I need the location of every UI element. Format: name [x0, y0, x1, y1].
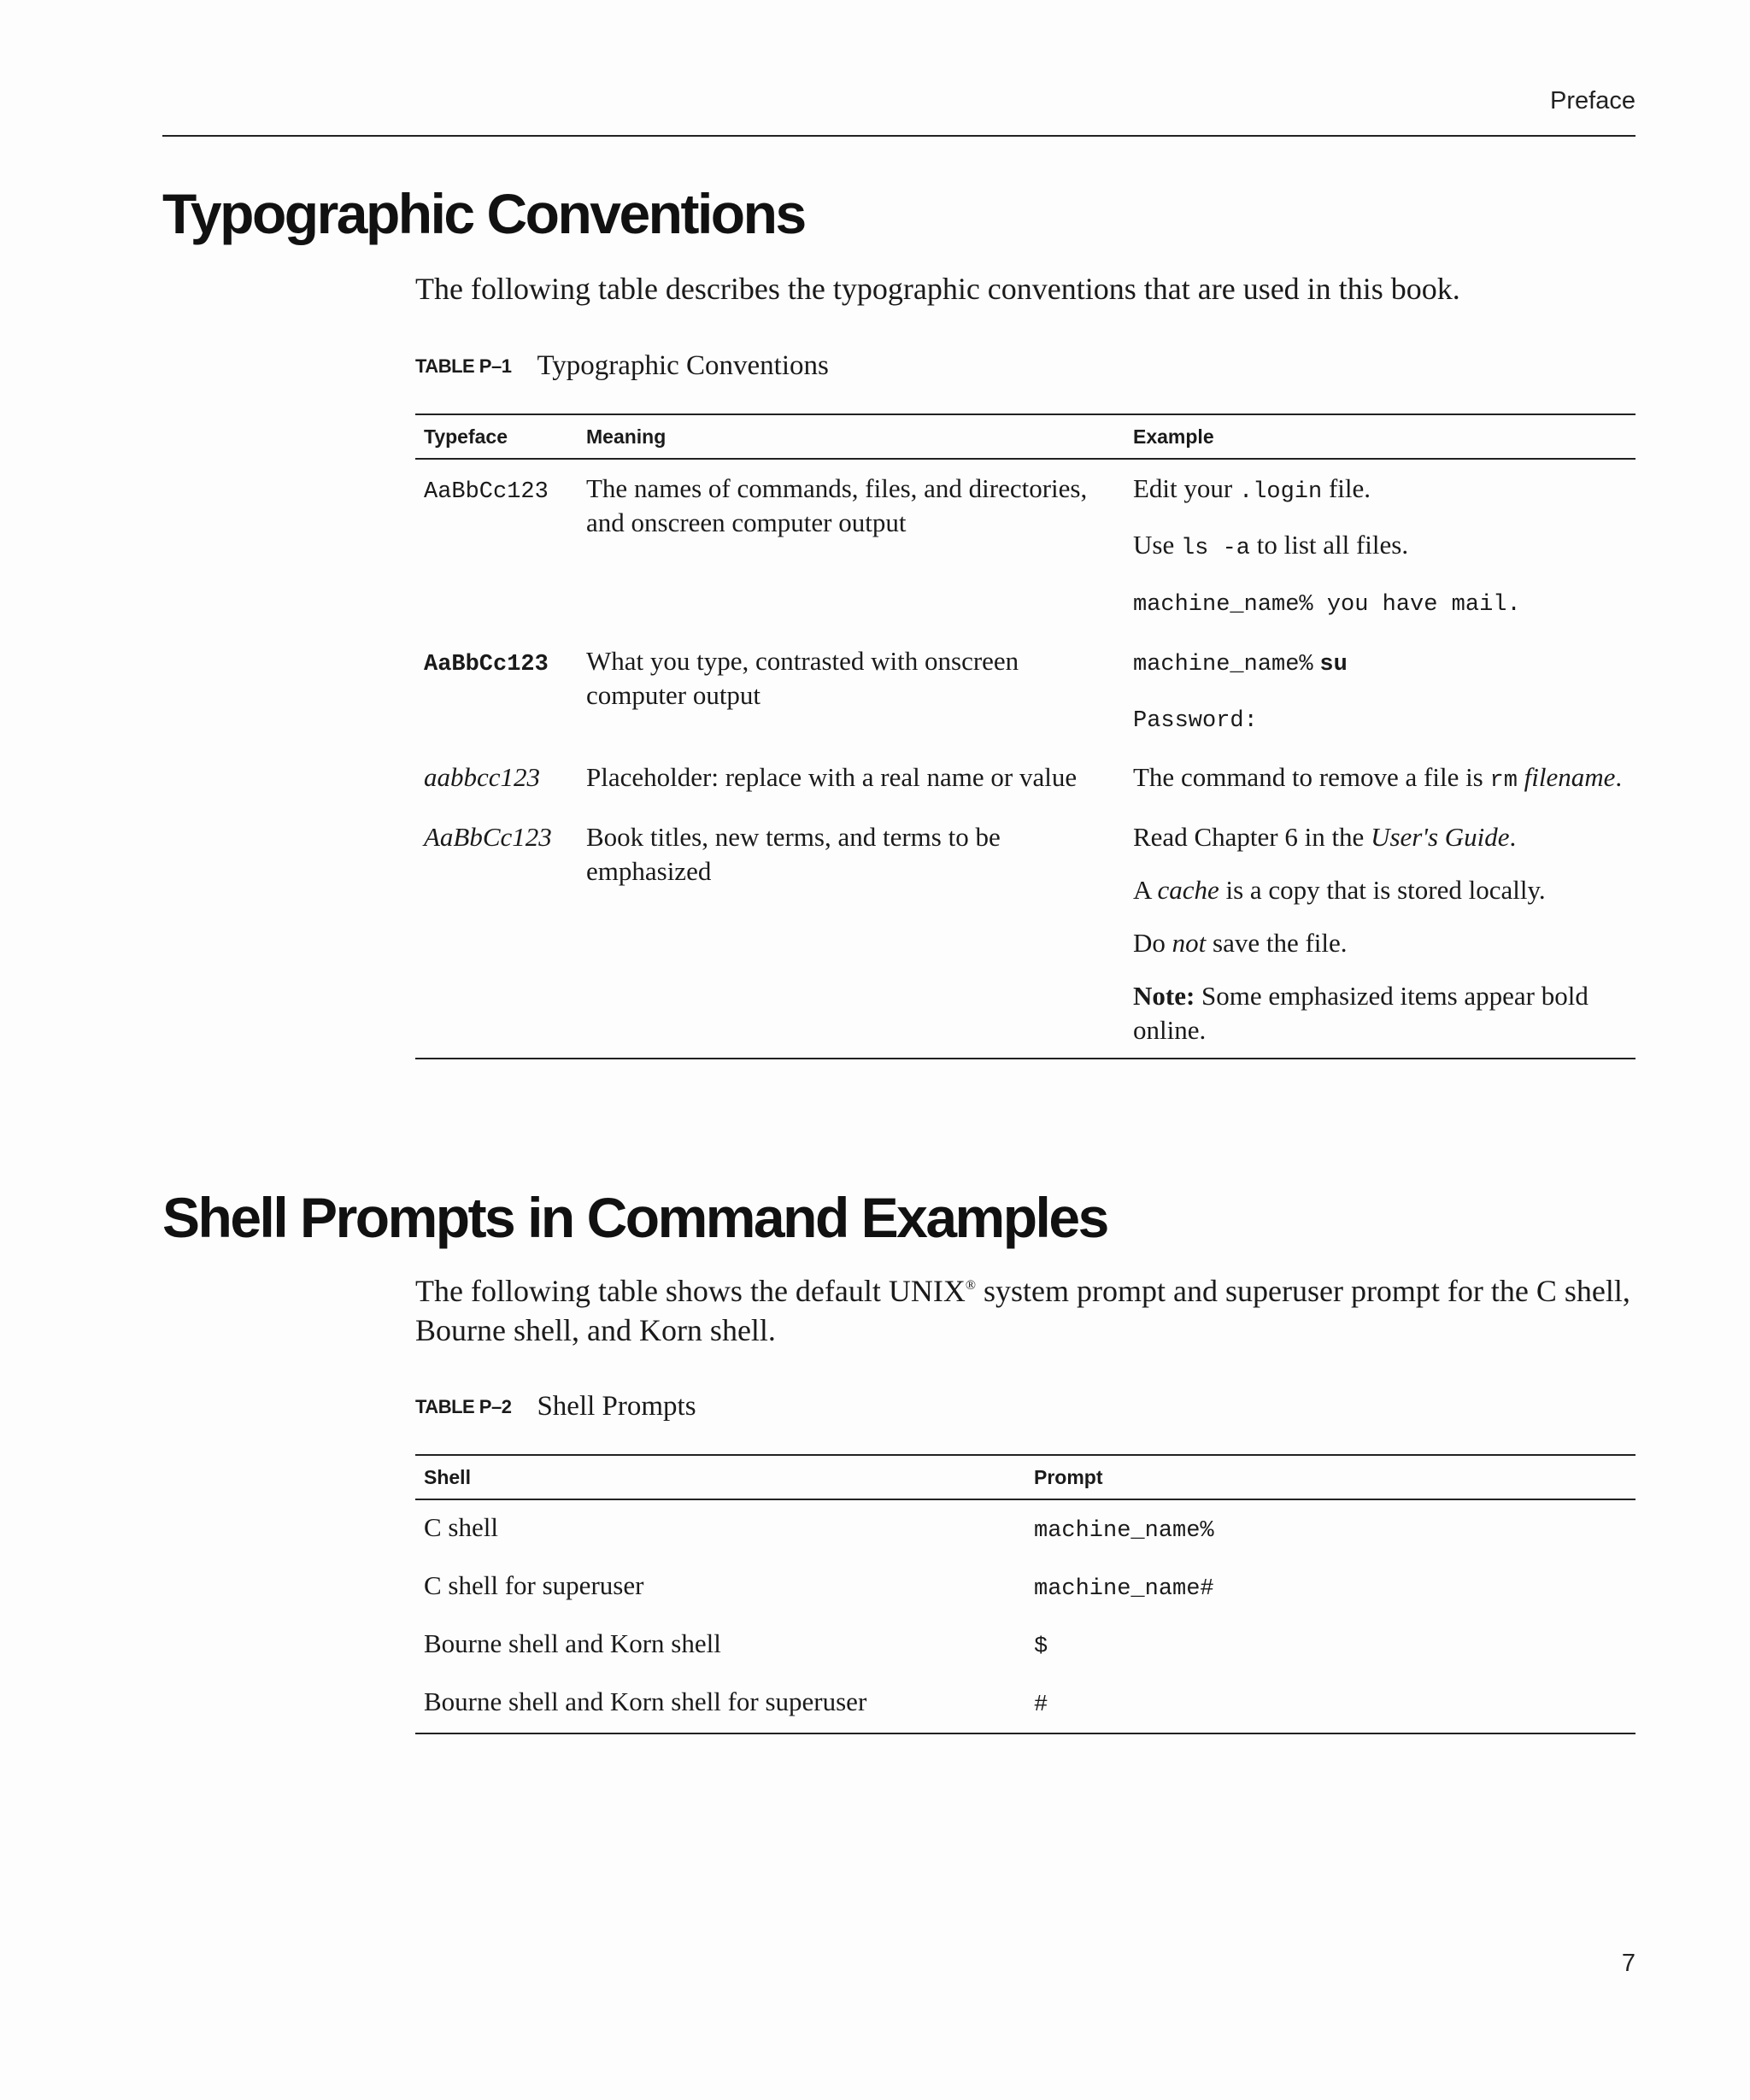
inline-code: ls -a [1180, 536, 1250, 561]
intro-shell: The following table shows the default UNIX® system prompt and superuser prompt for the C shell, Bourne shell, and Korn shell. [415, 1274, 1630, 1347]
table-caption-shell [415, 1391, 696, 1422]
table-header-row [415, 414, 1635, 459]
inline-code: Password: [1133, 708, 1258, 734]
table-row [415, 808, 1635, 1059]
typeface-cell [415, 632, 578, 748]
table-caption-typographic [415, 350, 829, 382]
prompt-cell: machine_name% [1034, 1518, 1214, 1544]
registered-mark: ® [965, 1278, 977, 1293]
example-line: Edit your .login file. [1133, 473, 1371, 505]
example-line: Note: Some emphasized items appear bold online. [1133, 981, 1589, 1045]
table-label: TABLE P–2 [415, 1396, 512, 1417]
inline-bold: Note: [1133, 981, 1195, 1011]
typeface-sample: AaBbCc123 [424, 479, 549, 505]
section-heading-typographic: Typographic Conventions [162, 182, 805, 245]
example-cell [1125, 748, 1635, 808]
shell-cell: C shell for superuser [424, 1570, 644, 1600]
example-cell [1125, 632, 1635, 748]
example-line [1133, 701, 1627, 738]
table-row [415, 1499, 1635, 1558]
inline-code: machine_name% you have mail. [1133, 592, 1521, 618]
column-header-example: Example [1125, 414, 1635, 459]
inline-italic: cache [1157, 875, 1219, 905]
intro-typographic: The following table describes the typographic conventions that are used in this book. [415, 272, 1460, 306]
example-line: A cache is a copy that is stored locally. [1133, 875, 1546, 905]
prompt-cell: machine_name# [1034, 1576, 1214, 1602]
table-row [415, 1558, 1635, 1616]
typeface-sample: AaBbCc123 [424, 652, 549, 678]
table-row [415, 1616, 1635, 1675]
column-header-typeface: Typeface [415, 414, 578, 459]
typeface-cell [415, 459, 578, 632]
shell-cell: C shell [424, 1512, 498, 1542]
example-line: Do not save the file. [1133, 928, 1348, 958]
inline-code: .login [1239, 479, 1323, 505]
typeface-sample: aabbcc123 [424, 762, 541, 792]
inline-code: machine_name% [1133, 652, 1313, 678]
shell-cell: Bourne shell and Korn shell for superuser [415, 1675, 1025, 1733]
example-cell [1125, 808, 1635, 1059]
meaning-cell: What you type, contrasted with onscreen computer output [586, 646, 1019, 710]
meaning-cell: Book titles, new terms, and terms to be emphasized [578, 808, 1125, 1059]
typeface-sample: AaBbCc123 [424, 822, 552, 852]
column-header-prompt: Prompt [1025, 1455, 1635, 1499]
table-row [415, 748, 1635, 808]
typeface-cell [415, 748, 578, 808]
inline-italic: filename [1524, 762, 1616, 792]
inline-italic: not [1172, 928, 1207, 958]
column-header-shell: Shell [415, 1455, 1025, 1499]
example-line: Use ls -a to list all files. [1133, 530, 1409, 561]
page-number: 7 [1621, 1950, 1635, 1977]
prompt-cell: $ [1034, 1634, 1048, 1660]
shell-cell: Bourne shell and Korn shell [424, 1628, 721, 1658]
inline-code-bold: su [1319, 652, 1348, 678]
meaning-cell: Placeholder: replace with a real name or value [586, 762, 1078, 792]
inline-italic: User's Guide [1371, 822, 1510, 852]
running-head: Preface [1550, 87, 1635, 114]
table-label: TABLE P–1 [415, 355, 512, 377]
meaning-cell: The names of commands, files, and directories, and onscreen computer output [586, 473, 1088, 537]
typographic-conventions-table [415, 414, 1635, 1059]
example-line [1133, 644, 1627, 682]
page-header [162, 0, 1635, 137]
typeface-cell [415, 808, 578, 1059]
example-line: The command to remove a file is rm filename. [1133, 762, 1623, 794]
table-row [415, 1675, 1635, 1733]
column-header-meaning: Meaning [578, 414, 1125, 459]
inline-code: rm [1489, 768, 1518, 794]
table-title: Shell Prompts [537, 1391, 696, 1422]
section-heading-shell: Shell Prompts in Command Examples [162, 1186, 1107, 1249]
example-line [1133, 584, 1627, 622]
example-cell [1125, 459, 1635, 632]
table-title: Typographic Conventions [537, 350, 829, 381]
example-line: Read Chapter 6 in the User's Guide. [1133, 822, 1517, 852]
table-row [415, 632, 1635, 748]
prompt-cell: # [1025, 1675, 1635, 1733]
table-row [415, 459, 1635, 632]
table-header-row [415, 1455, 1635, 1499]
shell-prompts-table [415, 1454, 1635, 1734]
